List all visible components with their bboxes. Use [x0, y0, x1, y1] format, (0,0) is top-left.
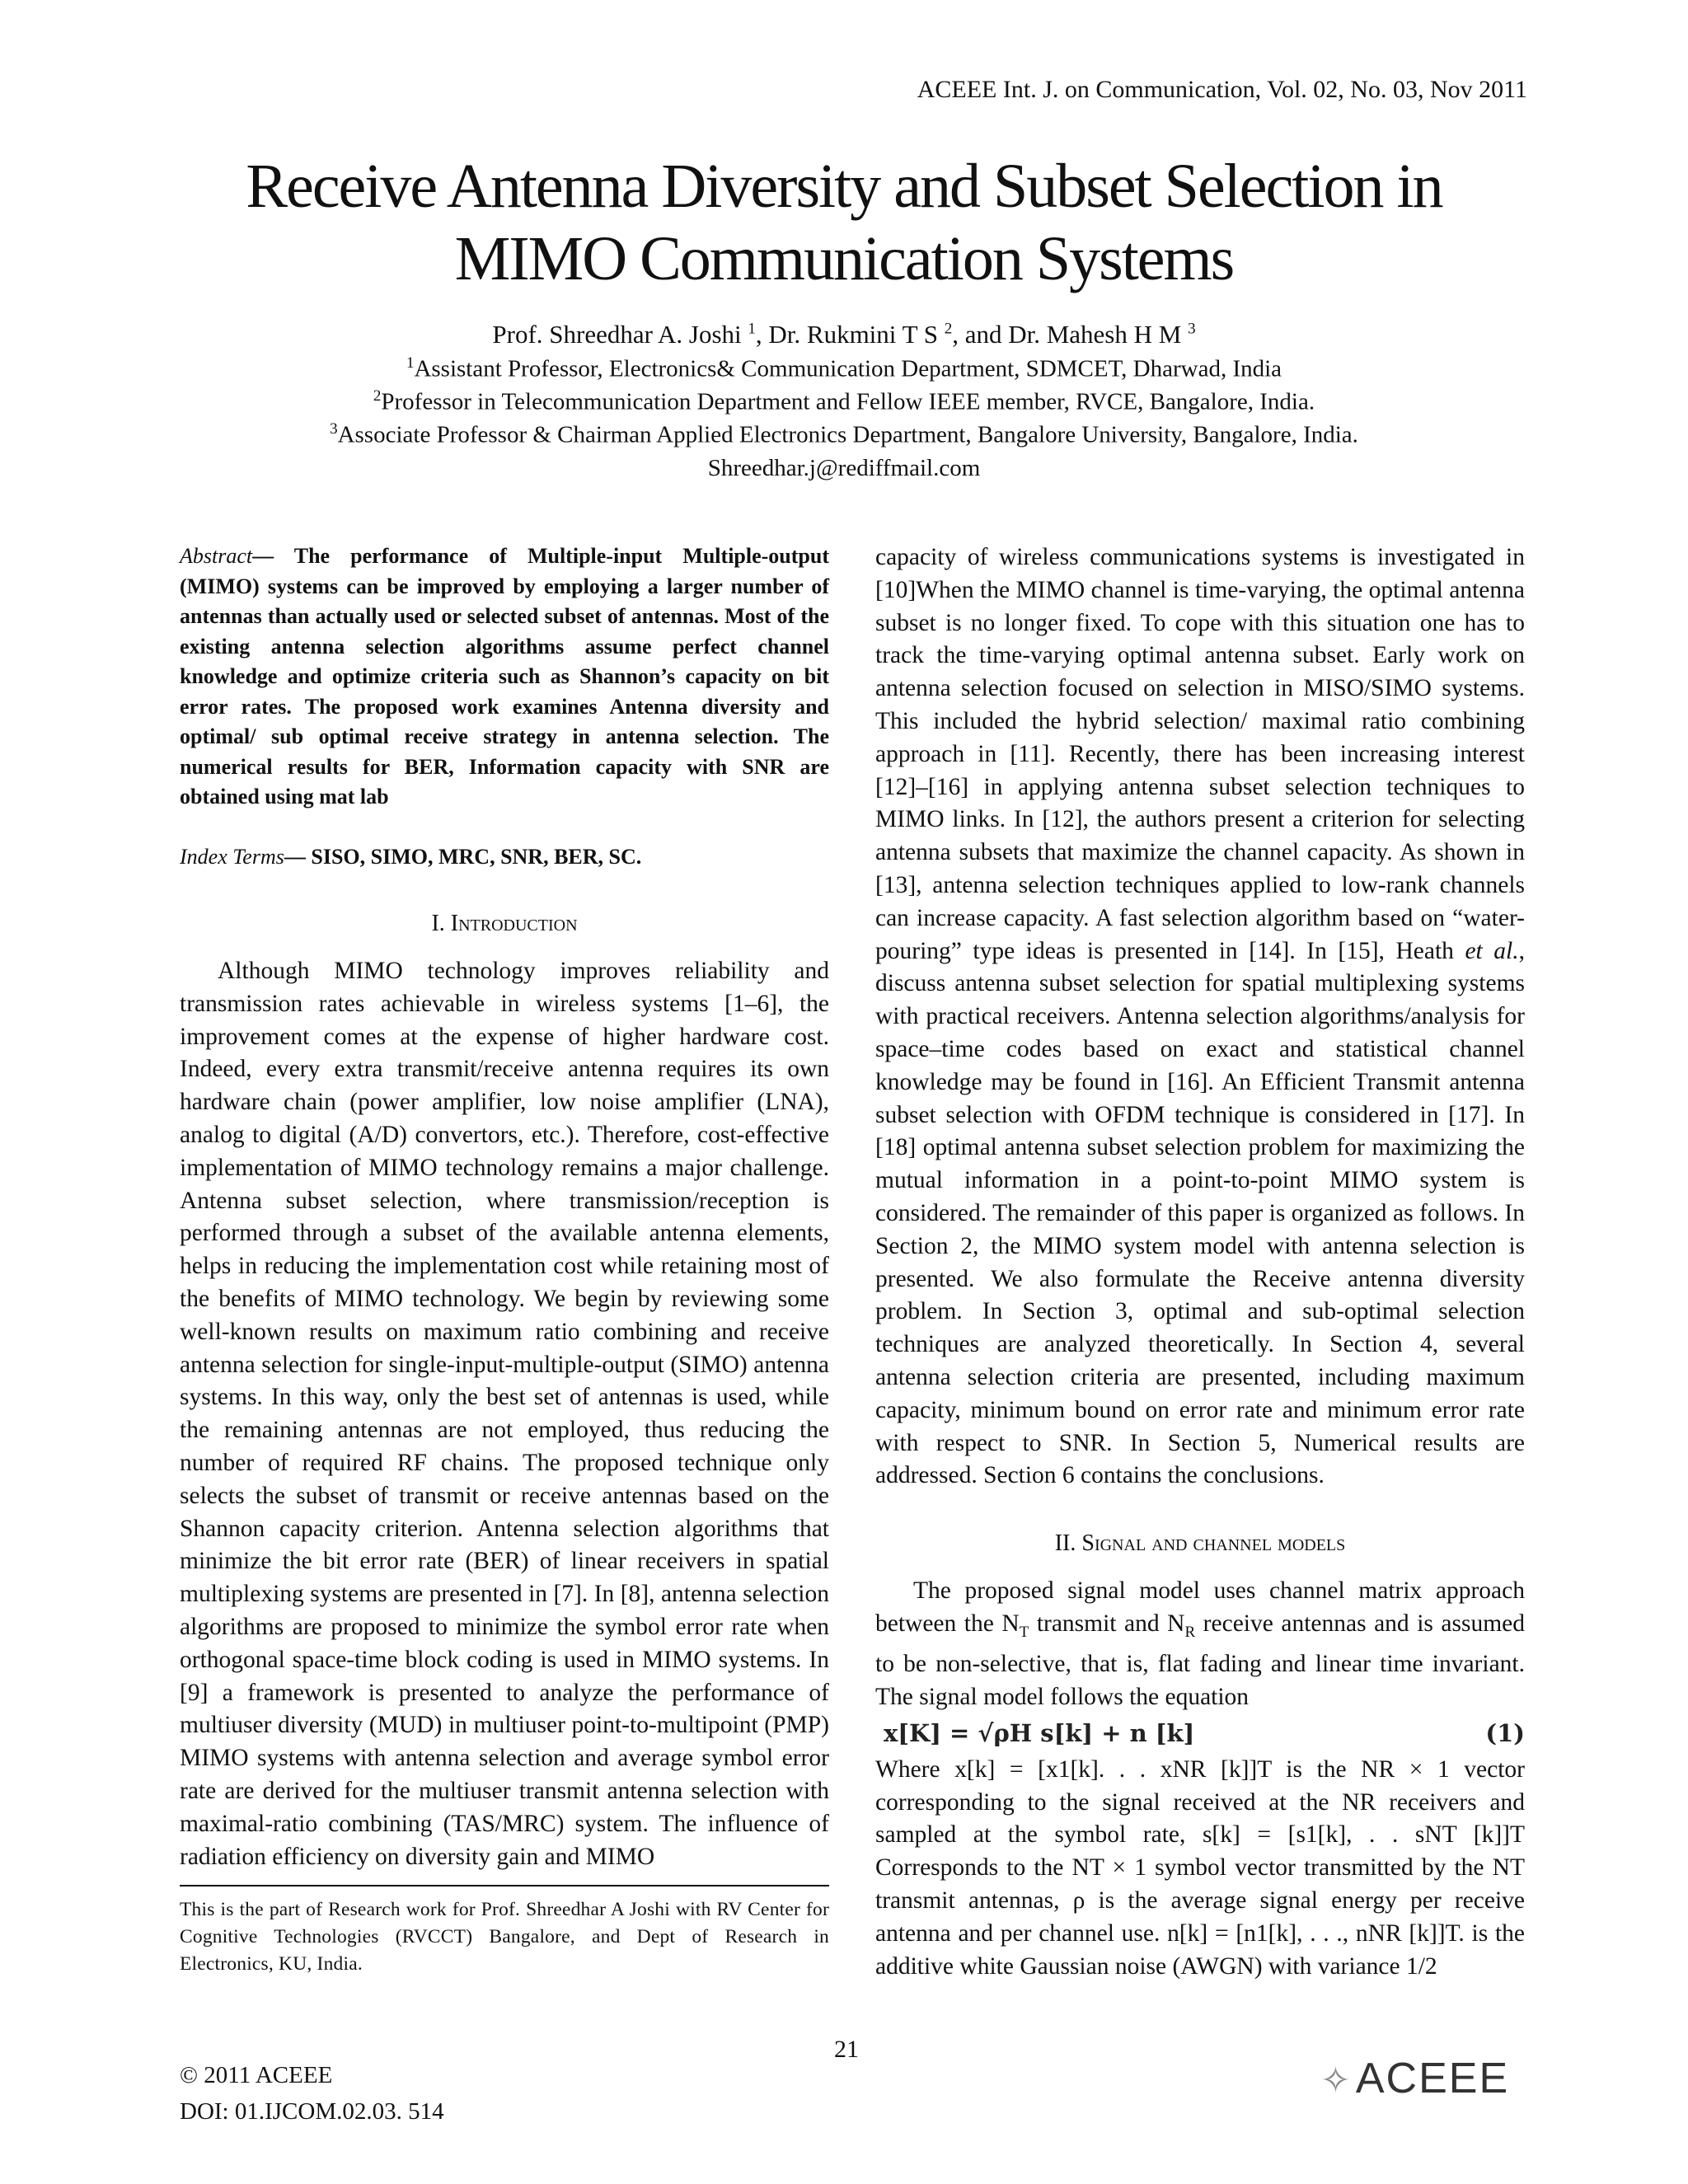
signal-model-paragraph	[875, 1575, 1525, 1714]
author-1: Prof. Shreedhar A. Joshi	[492, 320, 748, 349]
equation-1	[884, 1718, 1525, 1750]
copyright: © 2011 ACEEE	[180, 2062, 333, 2088]
author-2: , Dr. Rukmini T S	[755, 320, 945, 349]
index-terms-text: — SISO, SIMO, MRC, SNR, BER, SC.	[284, 844, 642, 869]
affiliation-2-mark: 2	[373, 387, 382, 405]
equation-body: x[K] = √ρH s[k] + n [k]	[884, 1718, 1195, 1747]
signal-model-text-b: transmit and N	[1029, 1610, 1185, 1637]
affiliation-3	[0, 420, 1688, 449]
abstract-text: — The performance of Multiple-input Multiple-output (MIMO) systems can be improved by employing a larger number of antennas than actually used or selected subset of antennas. Most of the existing antenna selection algorithms assume perfect channel knowledge and optimize criteria such as Shannon’s capacity on bit error rates. The proposed work examines Antenna diversity and optimal/ sub optimal receive strategy in antenna selection. The numerical results for BER, Information capacity with SNR are obtained using mat lab	[180, 544, 829, 808]
signal-model-text-a: The proposed signal model uses channel matrix approach between the N	[875, 1577, 1525, 1637]
signal-model-text-c: receive antennas and is assumed to be non-selective, that is, flat fading and linear time invariant. The signal model follows the equation	[875, 1610, 1526, 1711]
affiliation-2-text: Professor in Telecommunication Department and Fellow IEEE member, RVCE, Bangalore, India.	[381, 388, 1315, 415]
right-paragraph-1-text-b: , discuss antenna subset selection for spatial multiplexing systems with practical receivers. Antenna selection algorithms/analysis for space–time codes based on exact and statistical channel knowledge may be found in [16]. An Efficient Transmit antenna subset selection with OFDM technique is considered in [17]. In [18] optimal antenna subset selection problem for maximizing the mutual information in a point-to-point MIMO system is considered. The remainder of this paper is organized as follows. In Section 2, the MIMO system model with antenna selection is presented. We also formulate the Receive antenna diversity problem. In Section 3, optimal and sub-optimal selection techniques are analyzed theoretically. In Section 4, several antenna selection criteria are presented, including maximum capacity, minimum bound on error rate and minimum error rate with respect to SNR. In Section 5, Numerical results are addressed. Section 6 contains the conclusions.	[875, 937, 1525, 1489]
author-list	[0, 320, 1688, 349]
subscript-r: R	[1184, 1623, 1196, 1641]
abstract	[180, 541, 829, 813]
logo-text: ACEEE	[1355, 2055, 1510, 2102]
title-line-2: MIMO Communication Systems	[454, 224, 1234, 293]
doi: DOI: 01.IJCOM.02.03. 514	[180, 2098, 444, 2125]
affiliation-3-text: Associate Professor & Chairman Applied Electronics Department, Bangalore University, Bangalore, India.	[337, 421, 1358, 448]
section-heading-introduction: I. Introduction	[431, 911, 578, 937]
author-3: , and Dr. Mahesh H M	[952, 320, 1189, 349]
left-column	[180, 541, 829, 1978]
author-2-mark: 2	[944, 320, 953, 338]
index-terms	[180, 841, 829, 874]
et-al-text: et al.	[1465, 937, 1519, 964]
equation-number: (1)	[1485, 1718, 1525, 1747]
author-email: Shreedhar.j@rediffmail.com	[707, 455, 981, 481]
index-terms-label: Index Terms	[180, 844, 284, 869]
page-number: 21	[834, 2036, 859, 2063]
section-heading-signal-models: II. Signal and channel models	[1054, 1530, 1346, 1557]
affiliation-1-text: Assistant Professor, Electronics& Communication Department, SDMCET, Dharwad, India	[414, 355, 1282, 382]
footnote-divider	[180, 1885, 829, 1886]
affiliation-1-mark: 1	[406, 354, 415, 372]
affiliation-2	[0, 387, 1688, 416]
right-column	[875, 541, 1525, 1983]
right-paragraph-1	[875, 541, 1525, 1493]
paper-title	[0, 150, 1688, 295]
introduction-paragraph: Although MIMO technology improves reliability and transmission rates achievable in wireless systems [1–6], the improvement comes at the expense of higher hardware cost. Indeed, every extra transmit/receive antenna requires its own hardware chain (power amplifier, low noise amplifier (LNA), analog to digital (A/D) convertors, etc.). Therefore, cost-effective implementation of MIMO technology remains a major challenge. Antenna subset selection, where transmission/reception is performed through a subset of the available antenna elements, helps in reducing the implementation cost while retaining most of the benefits of MIMO technology. We begin by reviewing some well-known results on maximum ratio combining and receive antenna selection for single-input-multiple-output (SIMO) antenna systems. In this way, only the best set of antennas is used, while the remaining antennas are not employed, thus reducing the number of required RF chains. The proposed technique only selects the subset of transmit or receive antennas based on the Shannon capacity criterion. Antenna selection algorithms that minimize the bit error rate (BER) of linear receivers in spatial multiplexing systems are presented in [7]. In [8], antenna selection algorithms are proposed to minimize the symbol error rate when orthogonal space-time block coding is used in MIMO systems. In [9] a framework is presented to analyze the performance of multiuser diversity (MUD) in multiuser point-to-multipoint (PMP) MIMO systems with antenna selection and average symbol error rate are derived for the multiuser transmit antenna selection with maximal-ratio combining (TAS/MRC) system. The influence of radiation efficiency on diversity gain and MIMO	[180, 958, 829, 1870]
footnote: This is the part of Research work for Prof. Shreedhar A Joshi with RV Center for Cognitive Technologies (RVCCT) Bangalore, and Dept of Research in Electronics, KU, India.	[180, 1899, 829, 1975]
affiliation-1	[0, 354, 1688, 383]
signal-definition-paragraph: Where x[k] = [x1[k]. . . xNR [k]]T is the NR × 1 vector corresponding to the signal received at the NR receivers and sampled at the symbol rate, s[k] = [s1[k], . . sNT [k]]T Corresponds to the NT × 1 symbol vector transmitted by the NT transmit antennas, ρ is the average signal energy per receive antenna and per channel use. n[k] = [n1[k], . . ., nNR [k]]T. is the additive white Gaussian noise (AWGN) with variance 1/2	[875, 1755, 1525, 1980]
aceee-logo	[1320, 2054, 1509, 2103]
affiliation-3-mark: 3	[330, 420, 338, 438]
right-paragraph-1-text-a: capacity of wireless communications systems is investigated in [10]When the MIMO channel is time-varying, the optimal antenna subset is no longer fixed. To cope with this situation one has to track the time-varying optimal antenna subset. Early work on antenna selection focused on selection in MISO/SIMO systems. This included the hybrid selection/ maximal ratio combining approach in [11]. Recently, there has been increasing interest [12]–[16] in applying antenna subset selection techniques to MIMO links. In [12], the authors present a criterion for selecting antenna subsets that maximize the channel capacity. As shown in [13], antenna selection techniques applied to low-rank channels can increase capacity. A fast selection algorithm based on “water-pouring” type ideas is presented in [14]. In [15], Heath	[875, 544, 1525, 964]
logo-star-icon: ✧	[1320, 2060, 1353, 2101]
journal-header: ACEEE Int. J. on Communication, Vol. 02, No. 03, Nov 2011	[917, 76, 1527, 103]
subscript-t: T	[1019, 1623, 1029, 1641]
abstract-label: Abstract	[180, 544, 253, 568]
author-3-mark: 3	[1188, 320, 1196, 338]
author-1-mark: 1	[748, 320, 756, 338]
title-line-1: Receive Antenna Diversity and Subset Selection in	[246, 152, 1442, 221]
